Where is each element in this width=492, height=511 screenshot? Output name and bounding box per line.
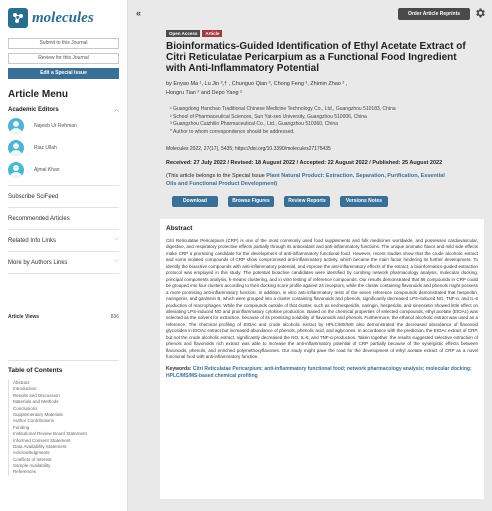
review-reports-button[interactable]: Review Reports (284, 196, 330, 207)
toc-item[interactable]: Funding (8, 425, 119, 431)
special-issue-link[interactable]: Plant Natural Product: Extraction, Separation, Purification, Essential Oils and Functional Product Development (166, 173, 445, 187)
more-by-authors-links[interactable] (8, 252, 119, 274)
article-badges (166, 30, 484, 37)
avatar-icon (8, 118, 24, 134)
special-prefix: (This article belongs to the Special Issue (166, 173, 267, 179)
versions-notes-button[interactable]: Versions Notes (340, 196, 388, 207)
publication-dates: Received: 27 July 2022 / Revised: 18 August 2022 / Accepted: 22 August 2022 / Published: 25 August 2022 (166, 160, 443, 166)
article-menu-title: Article Menu (8, 89, 69, 100)
abstract-heading: Abstract (166, 225, 193, 232)
academic-editors-header[interactable] (8, 106, 119, 113)
affiliation: ³ Guangzhou Caizhilin Pharmaceutical Co., Ltd., Guangzhou 510360, China (170, 121, 338, 127)
editor-name: Riaz Ullah (34, 145, 57, 151)
toc-item[interactable]: Institutional Review Board Statement (8, 431, 119, 437)
special-suffix: ) (275, 181, 278, 187)
recommended-articles-link[interactable] (8, 208, 119, 230)
views-label: Article Views (8, 314, 40, 320)
order-reprints-button[interactable]: Order Article Reprints (398, 8, 470, 20)
chevron-down-icon: ﹀ (113, 259, 119, 266)
special-issue-button[interactable]: Edit a Special Issue (8, 68, 119, 79)
keywords-label: Keywords: (166, 365, 193, 372)
link-label: Subscribe SciFeed (8, 193, 59, 200)
toc-item[interactable]: Author Contributions (8, 418, 119, 424)
subscribe-scifeed-link[interactable] (8, 186, 119, 208)
authors (166, 80, 466, 98)
toc-item[interactable]: Results and Discussion (8, 393, 119, 399)
molecule-icon (8, 8, 28, 28)
editor-name: Ajmal Khan (34, 167, 60, 173)
open-access-badge: Open Access (166, 30, 200, 37)
abstract-text: Citri Reticulatae Pericarpium (CRP) is one of the most commonly used food supplements and folk medicines worldwide, and possesses cardiovascular, digestive, and respiratory protective effects partially through its antioxidant and anti-inflammatory functions. The unique aromatic flavor and mild side effects make CRP a promising candidate for the development of anti-inflammatory functional food. However, recent studies show that the crude alcoholic extract and some isolated compounds of CRP show compromised anti-inflammatory activity, which became the main factor hindering its further development. To identify the bioactive compounds with anti-inflammatory potential, and improve the anti-inflammatory effects of the extract, a bioinformatics-guided extraction protocol was employed in this study. The potential bioactive candidates were identified by combing network pharmacology analysis, molecular docking, principal components analysis, k-means clustering, and in vitro testing of reference compounds. Our results demonstrated that 86 compounds in CRP could be grouped into four clusters according to their docking score profile against 24 receptors, while the cluster containing flavonoids and phenols might possess a more promising anti-inflammatory function. In addition, in vitro anti-inflammatory tests of the seven reference compounds demonstrated that hesperitin, naringenin, and gardenin B, which were grouped into a cluster containing flavonoids and phenols, significantly decreased LPS-induced NO, TNF-α, and IL-6 production of macrophages. While the compounds outside of that cluster, such as neohesperidin, naringin, hesperidin, and sinensetin showed little effect on alleviating LPS-induced NO and proinflammatory cytokine production. Based on the chemical properties of selected compounds, ethyl acetate (EtOAc) was selected as the solvent for extraction, because of its promising solubility of flavonoids and phenols. Furthermore, the ethanol alcoholic extract was used as a reference. The chemical profiling of EtOAc and crude alcoholic extract by HPLC/MS/MS also demonstrated the decreased abundance of flavonoid glycosides in EtOAc extract but increased abundance of phenols, phenolic acid, and aglycones. In accordance with the prediction, the EtOAc extract of CRP, but not the crude alcoholic extract, significantly decreased the NO, IL-6, and TNF-α production. Taken together, the results suggested selective extraction of phenols and flavonoids rich extract was able to increase the anti-inflammatory potential of CRP partially because of the synergistic effects between flavonoids, phenols, and enriched polymethoxyflavones. Our study might pave the road for the development of ethyl acetate extract of CRP as a novel functional food with anti-inflammatory function. (166, 238, 478, 360)
article-views (8, 314, 119, 320)
avatar-icon (8, 140, 24, 156)
toc-item[interactable]: Sample Availability (8, 463, 119, 469)
authors-line[interactable]: Hongru Tian ² and Depo Yang ² (166, 90, 242, 96)
link-label: Related Info Links (8, 237, 57, 244)
editor-name: Najeeb Ur Rehman (34, 123, 77, 129)
collapse-sidebar-icon[interactable]: « (136, 8, 142, 18)
review-button[interactable]: Review for this Journal (8, 53, 119, 64)
download-button[interactable]: Download (172, 196, 218, 207)
link-label: Recommended Articles (8, 215, 70, 222)
editor-item[interactable] (8, 161, 119, 179)
toc-item[interactable]: Acknowledgments (8, 450, 119, 456)
toc-item[interactable]: Materials and Methods (8, 399, 119, 405)
affiliations (170, 106, 484, 136)
toc-title: Table of Contents (8, 360, 119, 374)
toc-item[interactable]: Supplementary Materials (8, 412, 119, 418)
toc-item[interactable]: Conflicts of Interest (8, 457, 119, 463)
browse-figures-button[interactable]: Browse Figures (228, 196, 274, 207)
affiliation: * Author to whom correspondence should be addressed. (170, 128, 295, 135)
related-info-links[interactable] (8, 230, 119, 252)
article-type-badge: Article (202, 30, 222, 37)
abstract-panel (160, 219, 484, 499)
toc-item[interactable]: Introduction (8, 386, 119, 392)
chevron-down-icon: ﹀ (113, 237, 119, 244)
editor-item[interactable] (8, 117, 119, 135)
toc-list (8, 380, 119, 476)
academic-editors-label: Academic Editors (8, 106, 59, 113)
editor-item[interactable] (8, 139, 119, 157)
keywords (166, 366, 478, 380)
toc-item[interactable]: Abstract (8, 380, 119, 386)
keywords-list[interactable]: Citri Reticulatae Pericarpium; anti-inflammatory functional food; network pharmacology analysis; molecular docking; HPLC/MS/MS-based chemical profiling (166, 365, 472, 379)
authors-line[interactable]: by Enyao Ma ¹, Lu Jin ²,† , Chunguo Qian ², Chong Feng ³, Zhimin Zhao ² , (166, 81, 348, 87)
avatar-icon (8, 162, 24, 178)
affiliation: ¹ Guangdong Hanchao Traditional Chinese Medicine Technology Co., Ltd., Guangzhou 510183, China (170, 106, 396, 112)
link-label: More by Authors Links (8, 259, 68, 266)
toc-item[interactable]: Conclusions (8, 406, 119, 412)
journal-logo[interactable] (0, 0, 127, 34)
article-main (160, 30, 484, 499)
toc-item[interactable]: Data Availability Statement (8, 444, 119, 450)
article-actions (172, 196, 484, 207)
views-count: 836 (110, 314, 119, 320)
chevron-up-icon: ︿ (113, 107, 119, 113)
toc-item[interactable]: Informed Consent Statement (8, 438, 119, 444)
article-title: Bioinformatics-Guided Identification of Ethyl Acetate Extract of Citri Reticulatae Pericarpium as a Functional Food Ingredient with Anti-Inflammatory Potential (166, 41, 466, 74)
sidebar (0, 0, 128, 511)
journal-name: molecules (32, 9, 94, 26)
affiliation: ² School of Pharmaceutical Sciences, Sun Yat-sen University, Guangzhou 510006, China (170, 113, 367, 120)
toc-item[interactable]: References (8, 469, 119, 475)
gear-icon[interactable] (474, 7, 486, 19)
citation[interactable]: Molecules 2022, 27(17), 5435; https://doi.org/10.3390/molecules27175435 (166, 146, 331, 152)
submit-button[interactable]: Submit to this Journal (8, 38, 119, 49)
special-issue-note (166, 172, 456, 188)
